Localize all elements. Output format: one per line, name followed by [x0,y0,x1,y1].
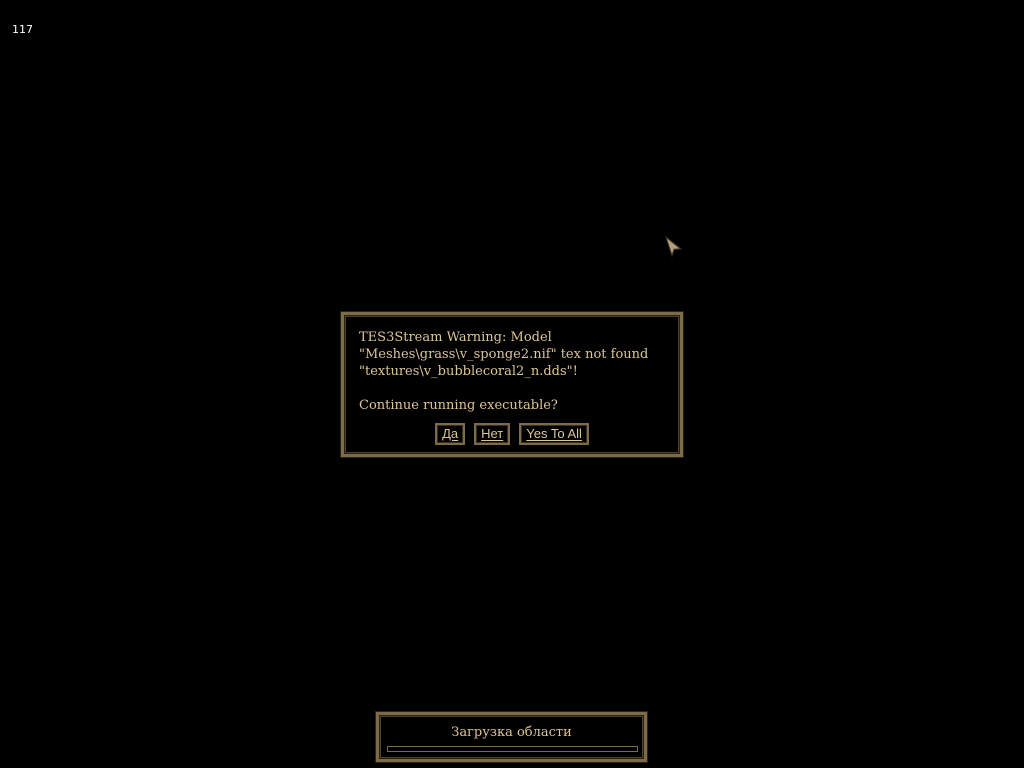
loading-label: Загрузка области [451,725,572,740]
dialog-question: Continue running executable? [359,398,558,413]
fps-counter: 117 [12,23,33,36]
no-button[interactable]: Нет [474,423,510,445]
loading-progress-bar [387,746,638,752]
yes-button[interactable]: Да [435,423,465,445]
warning-dialog [341,312,683,457]
dialog-message: TES3Stream Warning: Model "Meshes\grass\v_sponge2.nif" tex not found "textures\v_bubblecoral2_n.dds"! [359,330,649,379]
loading-panel [376,712,647,762]
yes-to-all-button[interactable]: Yes To All [519,423,589,445]
arrow-cursor-icon [664,235,684,259]
dialog-button-row [344,423,680,445]
